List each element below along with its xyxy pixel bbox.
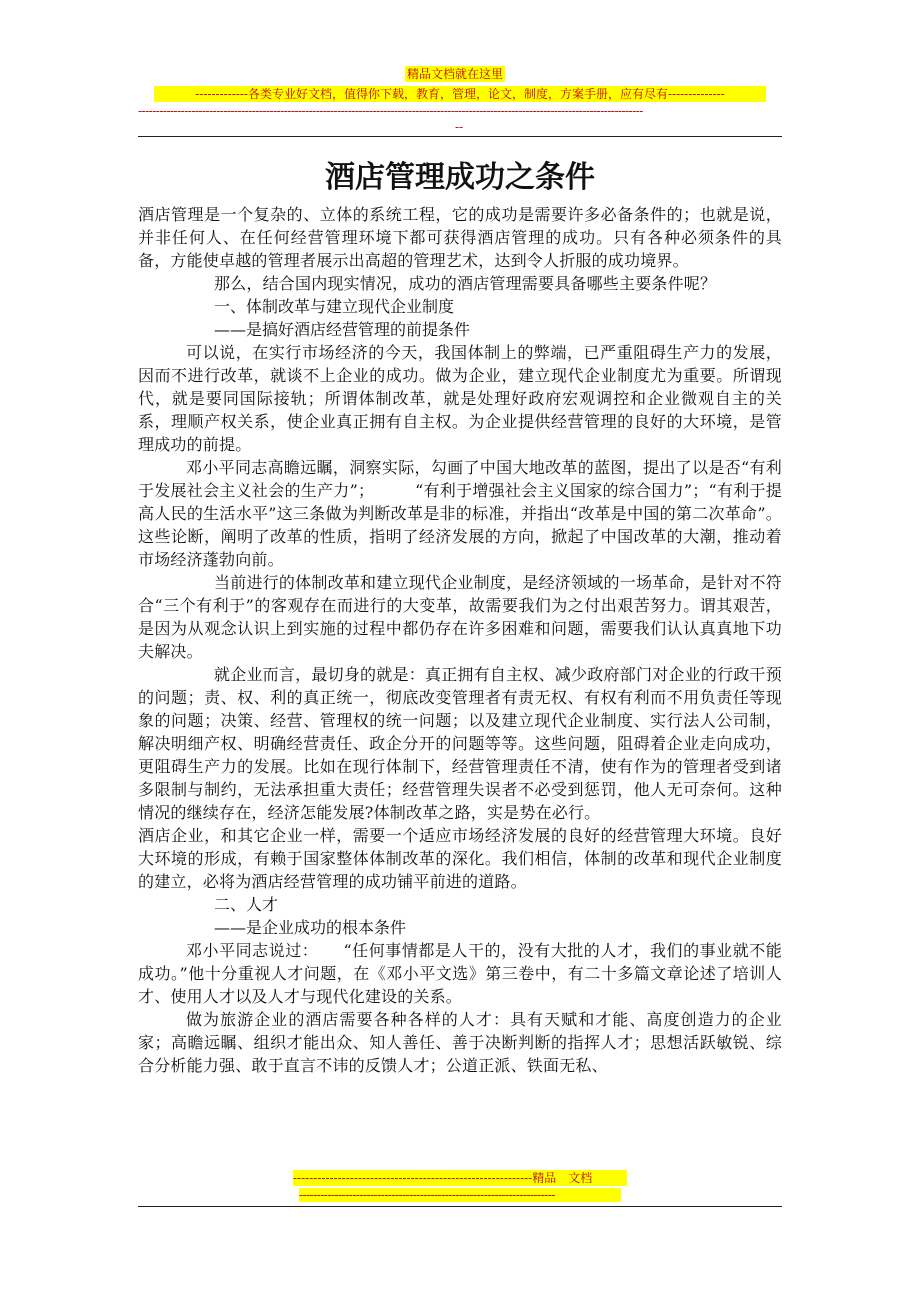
footer-banner-label: -----------------------------------------------------------精品 文档 — [293, 1170, 627, 1186]
section-subheading-2: ——是企业成功的根本条件 — [214, 918, 407, 937]
header-dash-tail: -- — [455, 120, 464, 134]
document-title: 酒店管理成功之条件 — [325, 160, 595, 195]
header-dash-line: ---------------------------------------------------------------------------------------------------------------------------------------------- — [138, 104, 643, 118]
paragraph-intro: 酒店管理是一个复杂的、立体的系统工程，它的成功是需要许多必备条件的；也就是说，并非任何人、在任何经营管理环境下都可获得酒店管理的成功。只有各种必须条件的具备，方能使卓越的管理者展示出高超的管理艺术，达到令人折服的成功境界。 — [138, 205, 782, 270]
paragraph-hotel-environment: 酒店企业，和其它企业一样，需要一个适应市场经济发展的良好的经营管理大环境。良好大环境的形成，有赖于国家整体体制改革的深化。我们相信，体制的改革和现代企业制度的建立，必将为酒店经营管理的成功铺平前进的道路。 — [138, 826, 782, 891]
paragraph-enterprise-issues: 就企业而言，最切身的就是：真正拥有自主权、减少政府部门对企业的行政干预的问题；责、权、利的真正统一，彻底改变管理者有责无权、有权有利而不用负责任等现象的问题；决策、经营、管理权的统一问题；以及建立现代企业制度、实行法人公司制，解决明细产权、明确经营责任、政企分开的问题等等。这些问题，阻碍着企业走向成功，更阻碍生产力的发展。比如在现行体制下，经营管理责任不清，使有作为的管理者受到诸多限制与制约，无法承担重大责任；经营管理失误者不必受到惩罚，他人无可奈何。这种情况的继续存在，经济怎能发展?体制改革之路，实是势在必行。 — [138, 665, 782, 822]
paragraph-question: 那么，结合国内现实情况，成功的酒店管理需要具备哪些主要条件呢？ — [214, 274, 717, 293]
paragraph-deng-blueprint: 邓小平同志高瞻远瞩，洞察实际，勾画了中国大地改革的蓝图，提出了以是否“有利于发展社会主义社会的生产力”； “有利于增强社会主义国家的综合国力”；“有利于提高人民的生活水平”这三条做为判断改革是非的标准，并指出“改革是中国的第二次革命”。这些论断，阐明了改革的性质，指明了经济发展的方向，掀起了中国改革的大潮，推动着市场经济蓬勃向前。 — [138, 458, 782, 569]
paragraph-deng-talent: 邓小平同志说过： “任何事情都是人干的，没有大批的人才，我们的事业就不能成功。”他十分重视人才问题，在《邓小平文选》第三卷中，有二十多篇文章论述了培训人才、使用人才以及人才与现代化建设的关系。 — [138, 941, 782, 1006]
paragraph-current-reform: 当前进行的体制改革和建立现代企业制度，是经济领域的一场革命，是针对不符合“三个有利于”的客观存在而进行的大变革，故需要我们为之付出艰苦努力。谓其艰苦，是因为从观念认识上到实施的过程中都仍存在许多困难和问题，需要我们认认真真地下功夫解决。 — [138, 573, 782, 661]
section-heading-2: 二、人才 — [214, 895, 279, 914]
header-rule — [138, 136, 782, 137]
document-body — [138, 203, 782, 1077]
header-banner-slogan: -------------各类专业好文档，值得你下载，教育，管理，论文，制度，方案手册，应有尽有-------------- — [154, 86, 766, 102]
paragraph-reform-premise: 可以说，在实行市场经济的今天，我国体制上的弊端，已严重阻碍生产力的发展，因而不进行改革，就谈不上企业的成功。做为企业，建立现代企业制度尤为重要。所谓现代，就是要同国际接轨；所谓体制改革，就是处理好政府宏观调控和企业微观自主的关系，理顺产权关系，使企业真正拥有自主权。为企业提供经营管理的良好的大环境，是管理成功的前提。 — [138, 343, 782, 454]
footer-rule — [138, 1206, 782, 1207]
section-heading-1: 一、体制改革与建立现代企业制度 — [214, 297, 455, 316]
footer-dash-line: ------------------------------------------------------------------------ — [299, 1188, 621, 1202]
header-banner-title: 精品文档就在这里 — [407, 67, 504, 81]
paragraph-talent-types: 做为旅游企业的酒店需要各种各样的人才：具有天赋和才能、高度创造力的企业家；高瞻远瞩、组织才能出众、知人善任、善于决断判断的指挥人才；思想活跃敏锐、综合分析能力强、敢于直言不讳的反馈人才；公道正派、铁面无私、 — [138, 1010, 782, 1075]
section-subheading-1: ——是搞好酒店经营管理的前提条件 — [214, 320, 471, 339]
